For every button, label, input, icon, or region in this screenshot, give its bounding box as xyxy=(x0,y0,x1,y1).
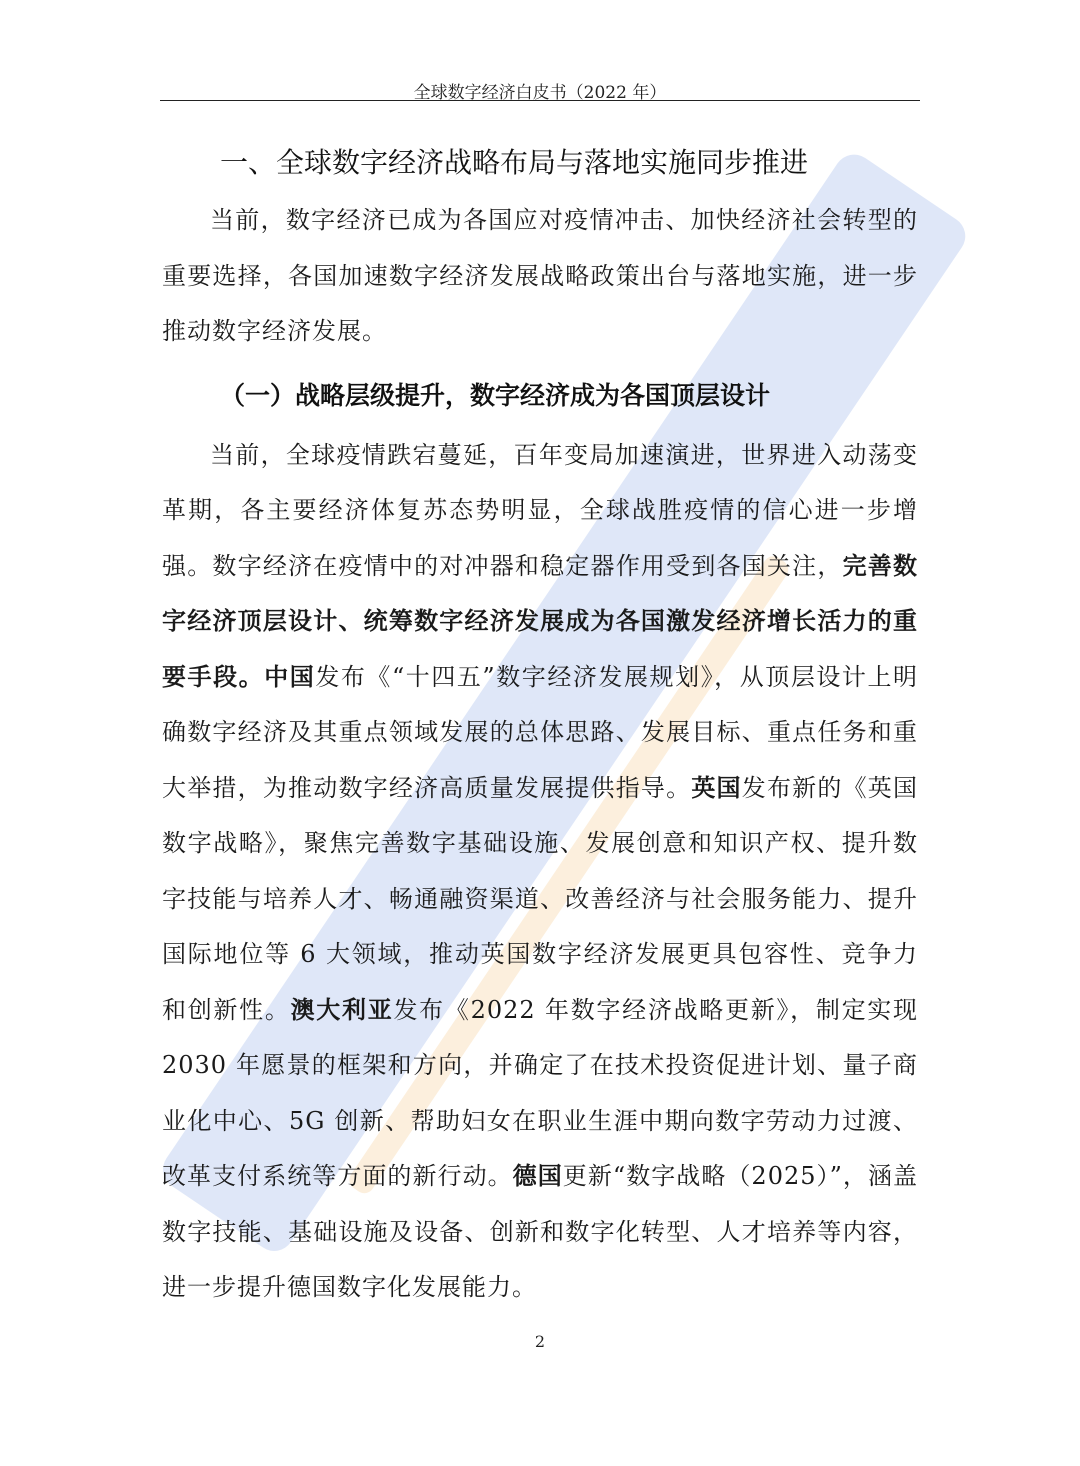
bold-key-point: 完善数字经济顶层设计、统筹数字经济发展成为各国激发经济增长活力的重要手段。 xyxy=(162,551,919,691)
header-rule xyxy=(160,100,920,101)
country-australia: 澳大利亚 xyxy=(290,995,394,1024)
country-china: 中国 xyxy=(264,662,316,691)
running-header: 全球数字经济白皮书（2022 年） xyxy=(413,83,667,103)
section-title: 一、全球数字经济战略布局与落地实施同步推进 xyxy=(220,146,809,179)
text-run: 当前，全球疫情跌宕蔓延，百年变局加速演进，世界进入动荡变革期，各主要经济体复苏态势明显，全球战胜疫情的信心进一步增强。数字经济在疫情中的对冲器和稳定器作用受到各国关注， xyxy=(162,440,918,580)
text-run: 发布新的《英国数字战略》，聚焦完善数字基础设施、发展创意和知识产权、提升数字技能与培养人才、畅通融资渠道、改善经济与社会服务能力、提升国际地位等 6 大领域，推动英国数字经济发展更具包容性、竞争力和创新性。 xyxy=(162,773,919,1024)
text-run: 发布《2022 年数字经济战略更新》，制定实现 2030 年愿景的框架和方向，并确定了在技术投资促进计划、量子商业化中心、5G 创新、帮助妇女在职业生涯中期向数字劳动力过渡、改革支付系统等方面的新行动。 xyxy=(162,995,918,1190)
page-number: 2 xyxy=(534,1332,546,1351)
paragraph-strategy xyxy=(162,428,918,1316)
page-content xyxy=(162,140,918,1316)
text-run: 更新“数字战略（2025）”，涵盖数字技能、基础设施及设备、创新和数字化转型、人才培养等内容，进一步提升德国数字化发展能力。 xyxy=(162,1162,919,1301)
country-uk: 英国 xyxy=(691,773,742,802)
text-run: 发布《“十四五”数字经济发展规划》，从顶层设计上明确数字经济及其重点领域发展的总体思路、发展目标、重点任务和重大举措，为推动数字经济高质量发展提供指导。 xyxy=(162,662,919,802)
country-germany: 德国 xyxy=(512,1162,563,1190)
subsection-title: （一）战略层级提升，数字经济成为各国顶层设计 xyxy=(220,380,771,410)
paragraph-intro: 当前，数字经济已成为各国应对疫情冲击、加快经济社会转型的重要选择，各国加速数字经济发展战略政策出台与落地实施，进一步推动数字经济发展。 xyxy=(162,206,918,345)
